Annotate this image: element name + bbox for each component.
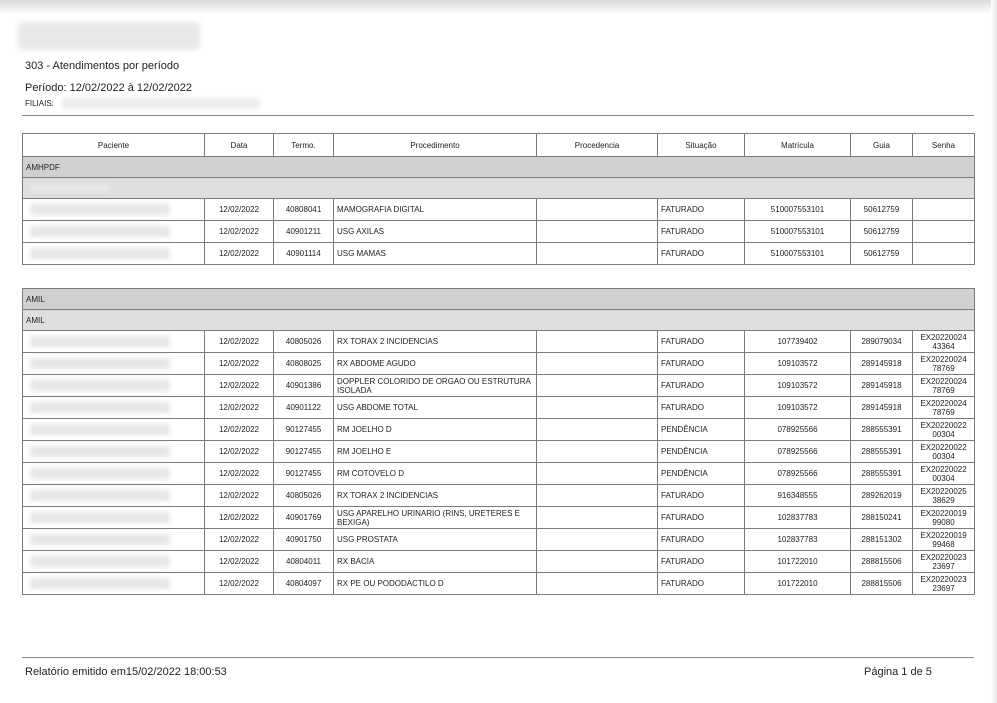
- cell-senha: [913, 199, 975, 221]
- cell-procedencia: [537, 397, 658, 419]
- cell-situacao: FATURADO: [658, 199, 745, 221]
- redacted-patient-name: [30, 424, 170, 435]
- cell-paciente: [23, 221, 205, 243]
- cell-data: 12/02/2022: [205, 375, 274, 397]
- cell-procedencia: [537, 221, 658, 243]
- col-header-guia: Guia: [851, 134, 913, 157]
- table-row: [23, 507, 975, 529]
- report-emitted-timestamp: Relatório emitido em15/02/2022 18:00:53: [25, 666, 227, 678]
- col-header-termo: Termo.: [274, 134, 334, 157]
- cell-senha: EX20220024 78769: [913, 375, 975, 397]
- cell-data: 12/02/2022: [205, 331, 274, 353]
- redacted-patient-name: [30, 402, 170, 413]
- col-header-situacao: Situação: [658, 134, 745, 157]
- cell-guia: 289145918: [851, 353, 913, 375]
- redacted-patient-name: [30, 380, 170, 391]
- cell-paciente: [23, 375, 205, 397]
- table-header-row: [23, 134, 975, 157]
- cell-data: 12/02/2022: [205, 243, 274, 265]
- cell-termo: 40804097: [274, 573, 334, 595]
- cell-situacao: FATURADO: [658, 397, 745, 419]
- cell-termo: 90127455: [274, 419, 334, 441]
- report-table-amhpdf: [22, 133, 975, 265]
- cell-matricula: 107739402: [745, 331, 851, 353]
- cell-guia: 288555391: [851, 441, 913, 463]
- cell-procedencia: [537, 485, 658, 507]
- cell-paciente: [23, 529, 205, 551]
- cell-paciente: [23, 199, 205, 221]
- cell-situacao: PENDÊNCIA: [658, 419, 745, 441]
- cell-data: 12/02/2022: [205, 419, 274, 441]
- cell-data: 12/02/2022: [205, 463, 274, 485]
- table-row: [23, 441, 975, 463]
- cell-senha: EX20220024 43364: [913, 331, 975, 353]
- cell-matricula: 916348555: [745, 485, 851, 507]
- col-header-matricula: Matrícula: [745, 134, 851, 157]
- col-header-data: Data: [205, 134, 274, 157]
- cell-matricula: 102837783: [745, 529, 851, 551]
- cell-situacao: FATURADO: [658, 573, 745, 595]
- header-divider: [22, 115, 974, 116]
- table-row: [23, 397, 975, 419]
- cell-procedimento: USG ABDOME TOTAL: [334, 397, 537, 419]
- cell-data: 12/02/2022: [205, 199, 274, 221]
- cell-matricula: 109103572: [745, 397, 851, 419]
- cell-senha: EX20220022 00304: [913, 419, 975, 441]
- cell-termo: 40901114: [274, 243, 334, 265]
- table-row: [23, 331, 975, 353]
- group-name: AMIL: [23, 289, 975, 310]
- cell-guia: 50612759: [851, 199, 913, 221]
- cell-procedimento: RM JOELHO E: [334, 441, 537, 463]
- cell-guia: 289145918: [851, 375, 913, 397]
- cell-termo: 40901750: [274, 529, 334, 551]
- cell-data: 12/02/2022: [205, 485, 274, 507]
- table-row: [23, 243, 975, 265]
- cell-senha: EX20220024 78769: [913, 397, 975, 419]
- cell-paciente: [23, 507, 205, 529]
- cell-termo: 40805026: [274, 485, 334, 507]
- cell-situacao: FATURADO: [658, 331, 745, 353]
- cell-matricula: 101722010: [745, 573, 851, 595]
- cell-situacao: FATURADO: [658, 221, 745, 243]
- cell-procedimento: RX BACIA: [334, 551, 537, 573]
- cell-paciente: [23, 331, 205, 353]
- cell-senha: EX20220019 99468: [913, 529, 975, 551]
- window-top-edge: [0, 0, 997, 14]
- redacted-logo: [18, 22, 200, 50]
- cell-procedimento: RX PE OU PODODACTILO D: [334, 573, 537, 595]
- cell-situacao: FATURADO: [658, 353, 745, 375]
- footer-divider: [22, 657, 974, 658]
- cell-termo: 40901122: [274, 397, 334, 419]
- cell-paciente: [23, 463, 205, 485]
- cell-data: 12/02/2022: [205, 441, 274, 463]
- cell-matricula: 510007553101: [745, 243, 851, 265]
- cell-procedencia: [537, 463, 658, 485]
- redacted-patient-name: [30, 468, 170, 479]
- cell-senha: [913, 221, 975, 243]
- cell-situacao: FATURADO: [658, 529, 745, 551]
- cell-senha: EX20220022 00304: [913, 463, 975, 485]
- cell-matricula: 510007553101: [745, 221, 851, 243]
- cell-matricula: 109103572: [745, 353, 851, 375]
- cell-guia: 50612759: [851, 221, 913, 243]
- redacted-patient-name: [30, 556, 170, 567]
- cell-procedimento: USG AXILAS: [334, 221, 537, 243]
- redacted-patient-name: [30, 534, 170, 545]
- cell-guia: 288150241: [851, 507, 913, 529]
- cell-paciente: [23, 419, 205, 441]
- subgroup-name-redacted: [23, 178, 975, 199]
- cell-senha: EX20220023 23697: [913, 573, 975, 595]
- cell-termo: 40901211: [274, 221, 334, 243]
- cell-procedimento: USG MAMAS: [334, 243, 537, 265]
- cell-paciente: [23, 397, 205, 419]
- cell-matricula: 078925566: [745, 441, 851, 463]
- redacted-patient-name: [30, 226, 170, 237]
- cell-guia: 288555391: [851, 463, 913, 485]
- cell-procedencia: [537, 419, 658, 441]
- redacted-patient-name: [30, 358, 170, 369]
- cell-situacao: FATURADO: [658, 375, 745, 397]
- col-header-paciente: Paciente: [23, 134, 205, 157]
- cell-situacao: PENDÊNCIA: [658, 441, 745, 463]
- cell-guia: 289262019: [851, 485, 913, 507]
- cell-senha: EX20220019 99080: [913, 507, 975, 529]
- cell-guia: 289079034: [851, 331, 913, 353]
- table-row: [23, 551, 975, 573]
- cell-paciente: [23, 485, 205, 507]
- cell-matricula: 102837783: [745, 507, 851, 529]
- cell-procedencia: [537, 375, 658, 397]
- table-row: [23, 419, 975, 441]
- table-row: [23, 353, 975, 375]
- cell-guia: 288815506: [851, 573, 913, 595]
- scrollbar-edge: [991, 0, 997, 703]
- table-row: [23, 485, 975, 507]
- cell-termo: 40804011: [274, 551, 334, 573]
- cell-paciente: [23, 243, 205, 265]
- cell-procedencia: [537, 243, 658, 265]
- cell-senha: EX20220025 38629: [913, 485, 975, 507]
- group-name: AMHPDF: [23, 157, 975, 178]
- cell-procedimento: USG PROSTATA: [334, 529, 537, 551]
- cell-termo: 40808041: [274, 199, 334, 221]
- cell-guia: 50612759: [851, 243, 913, 265]
- cell-procedimento: RX TORAX 2 INCIDENCIAS: [334, 485, 537, 507]
- report-table-amil: [22, 288, 975, 595]
- cell-situacao: PENDÊNCIA: [658, 463, 745, 485]
- redacted-patient-name: [30, 336, 170, 347]
- filiais-label: FILIAIS:: [25, 99, 54, 108]
- cell-senha: EX20220023 23697: [913, 551, 975, 573]
- cell-procedencia: [537, 353, 658, 375]
- col-header-procedencia: Procedencia: [537, 134, 658, 157]
- group-header-row: [23, 157, 975, 178]
- table-row: [23, 199, 975, 221]
- cell-guia: 289145918: [851, 397, 913, 419]
- cell-termo: 40901386: [274, 375, 334, 397]
- cell-procedencia: [537, 199, 658, 221]
- subgroup-header-row: [23, 178, 975, 199]
- cell-guia: 288815506: [851, 551, 913, 573]
- cell-termo: 40805026: [274, 331, 334, 353]
- cell-procedencia: [537, 507, 658, 529]
- cell-senha: EX20220022 00304: [913, 441, 975, 463]
- subgroup-header-row: [23, 310, 975, 331]
- cell-matricula: 101722010: [745, 551, 851, 573]
- cell-procedimento: MAMOGRAFIA DIGITAL: [334, 199, 537, 221]
- redacted-patient-name: [30, 248, 170, 259]
- redacted-subgroup: [30, 184, 110, 192]
- subgroup-name: AMIL: [23, 310, 975, 331]
- page-indicator: Página 1 de 5: [864, 666, 932, 678]
- cell-termo: 90127455: [274, 463, 334, 485]
- cell-termo: 90127455: [274, 441, 334, 463]
- cell-matricula: 109103572: [745, 375, 851, 397]
- table-row: [23, 375, 975, 397]
- cell-matricula: 510007553101: [745, 199, 851, 221]
- cell-data: 12/02/2022: [205, 551, 274, 573]
- cell-situacao: FATURADO: [658, 243, 745, 265]
- cell-data: 12/02/2022: [205, 353, 274, 375]
- cell-guia: 288151302: [851, 529, 913, 551]
- cell-data: 12/02/2022: [205, 529, 274, 551]
- table-row: [23, 463, 975, 485]
- cell-termo: 40901769: [274, 507, 334, 529]
- cell-procedimento: RX TORAX 2 INCIDENCIAS: [334, 331, 537, 353]
- cell-data: 12/02/2022: [205, 507, 274, 529]
- redacted-patient-name: [30, 204, 170, 215]
- report-period: Período: 12/02/2022 à 12/02/2022: [25, 82, 192, 94]
- cell-data: 12/02/2022: [205, 573, 274, 595]
- cell-data: 12/02/2022: [205, 397, 274, 419]
- group-header-row: [23, 289, 975, 310]
- col-header-senha: Senha: [913, 134, 975, 157]
- cell-situacao: FATURADO: [658, 551, 745, 573]
- cell-guia: 288555391: [851, 419, 913, 441]
- redacted-patient-name: [30, 490, 170, 501]
- col-header-procedimento: Procedimento: [334, 134, 537, 157]
- cell-procedencia: [537, 441, 658, 463]
- cell-procedimento: RM JOELHO D: [334, 419, 537, 441]
- cell-paciente: [23, 353, 205, 375]
- cell-situacao: FATURADO: [658, 507, 745, 529]
- cell-procedimento: USG APARELHO URINARIO (RINS, URETERES E BEXIGA): [334, 507, 537, 529]
- cell-procedencia: [537, 573, 658, 595]
- redacted-filiais: [62, 98, 260, 109]
- cell-termo: 40808025: [274, 353, 334, 375]
- table-row: [23, 221, 975, 243]
- cell-procedencia: [537, 331, 658, 353]
- cell-paciente: [23, 573, 205, 595]
- cell-procedimento: RX ABDOME AGUDO: [334, 353, 537, 375]
- cell-procedencia: [537, 551, 658, 573]
- cell-paciente: [23, 441, 205, 463]
- redacted-patient-name: [30, 446, 170, 457]
- cell-paciente: [23, 551, 205, 573]
- cell-procedimento: DOPPLER COLORIDO DE ORGAO OU ESTRUTURA ISOLADA: [334, 375, 537, 397]
- cell-senha: EX20220024 78769: [913, 353, 975, 375]
- cell-matricula: 078925566: [745, 463, 851, 485]
- cell-procedimento: RM COTOVELO D: [334, 463, 537, 485]
- cell-data: 12/02/2022: [205, 221, 274, 243]
- redacted-patient-name: [30, 578, 170, 589]
- cell-situacao: FATURADO: [658, 485, 745, 507]
- cell-senha: [913, 243, 975, 265]
- cell-matricula: 078925566: [745, 419, 851, 441]
- report-title: 303 - Atendimentos por período: [25, 60, 180, 72]
- redacted-patient-name: [30, 512, 170, 523]
- table-row: [23, 529, 975, 551]
- table-row: [23, 573, 975, 595]
- cell-procedencia: [537, 529, 658, 551]
